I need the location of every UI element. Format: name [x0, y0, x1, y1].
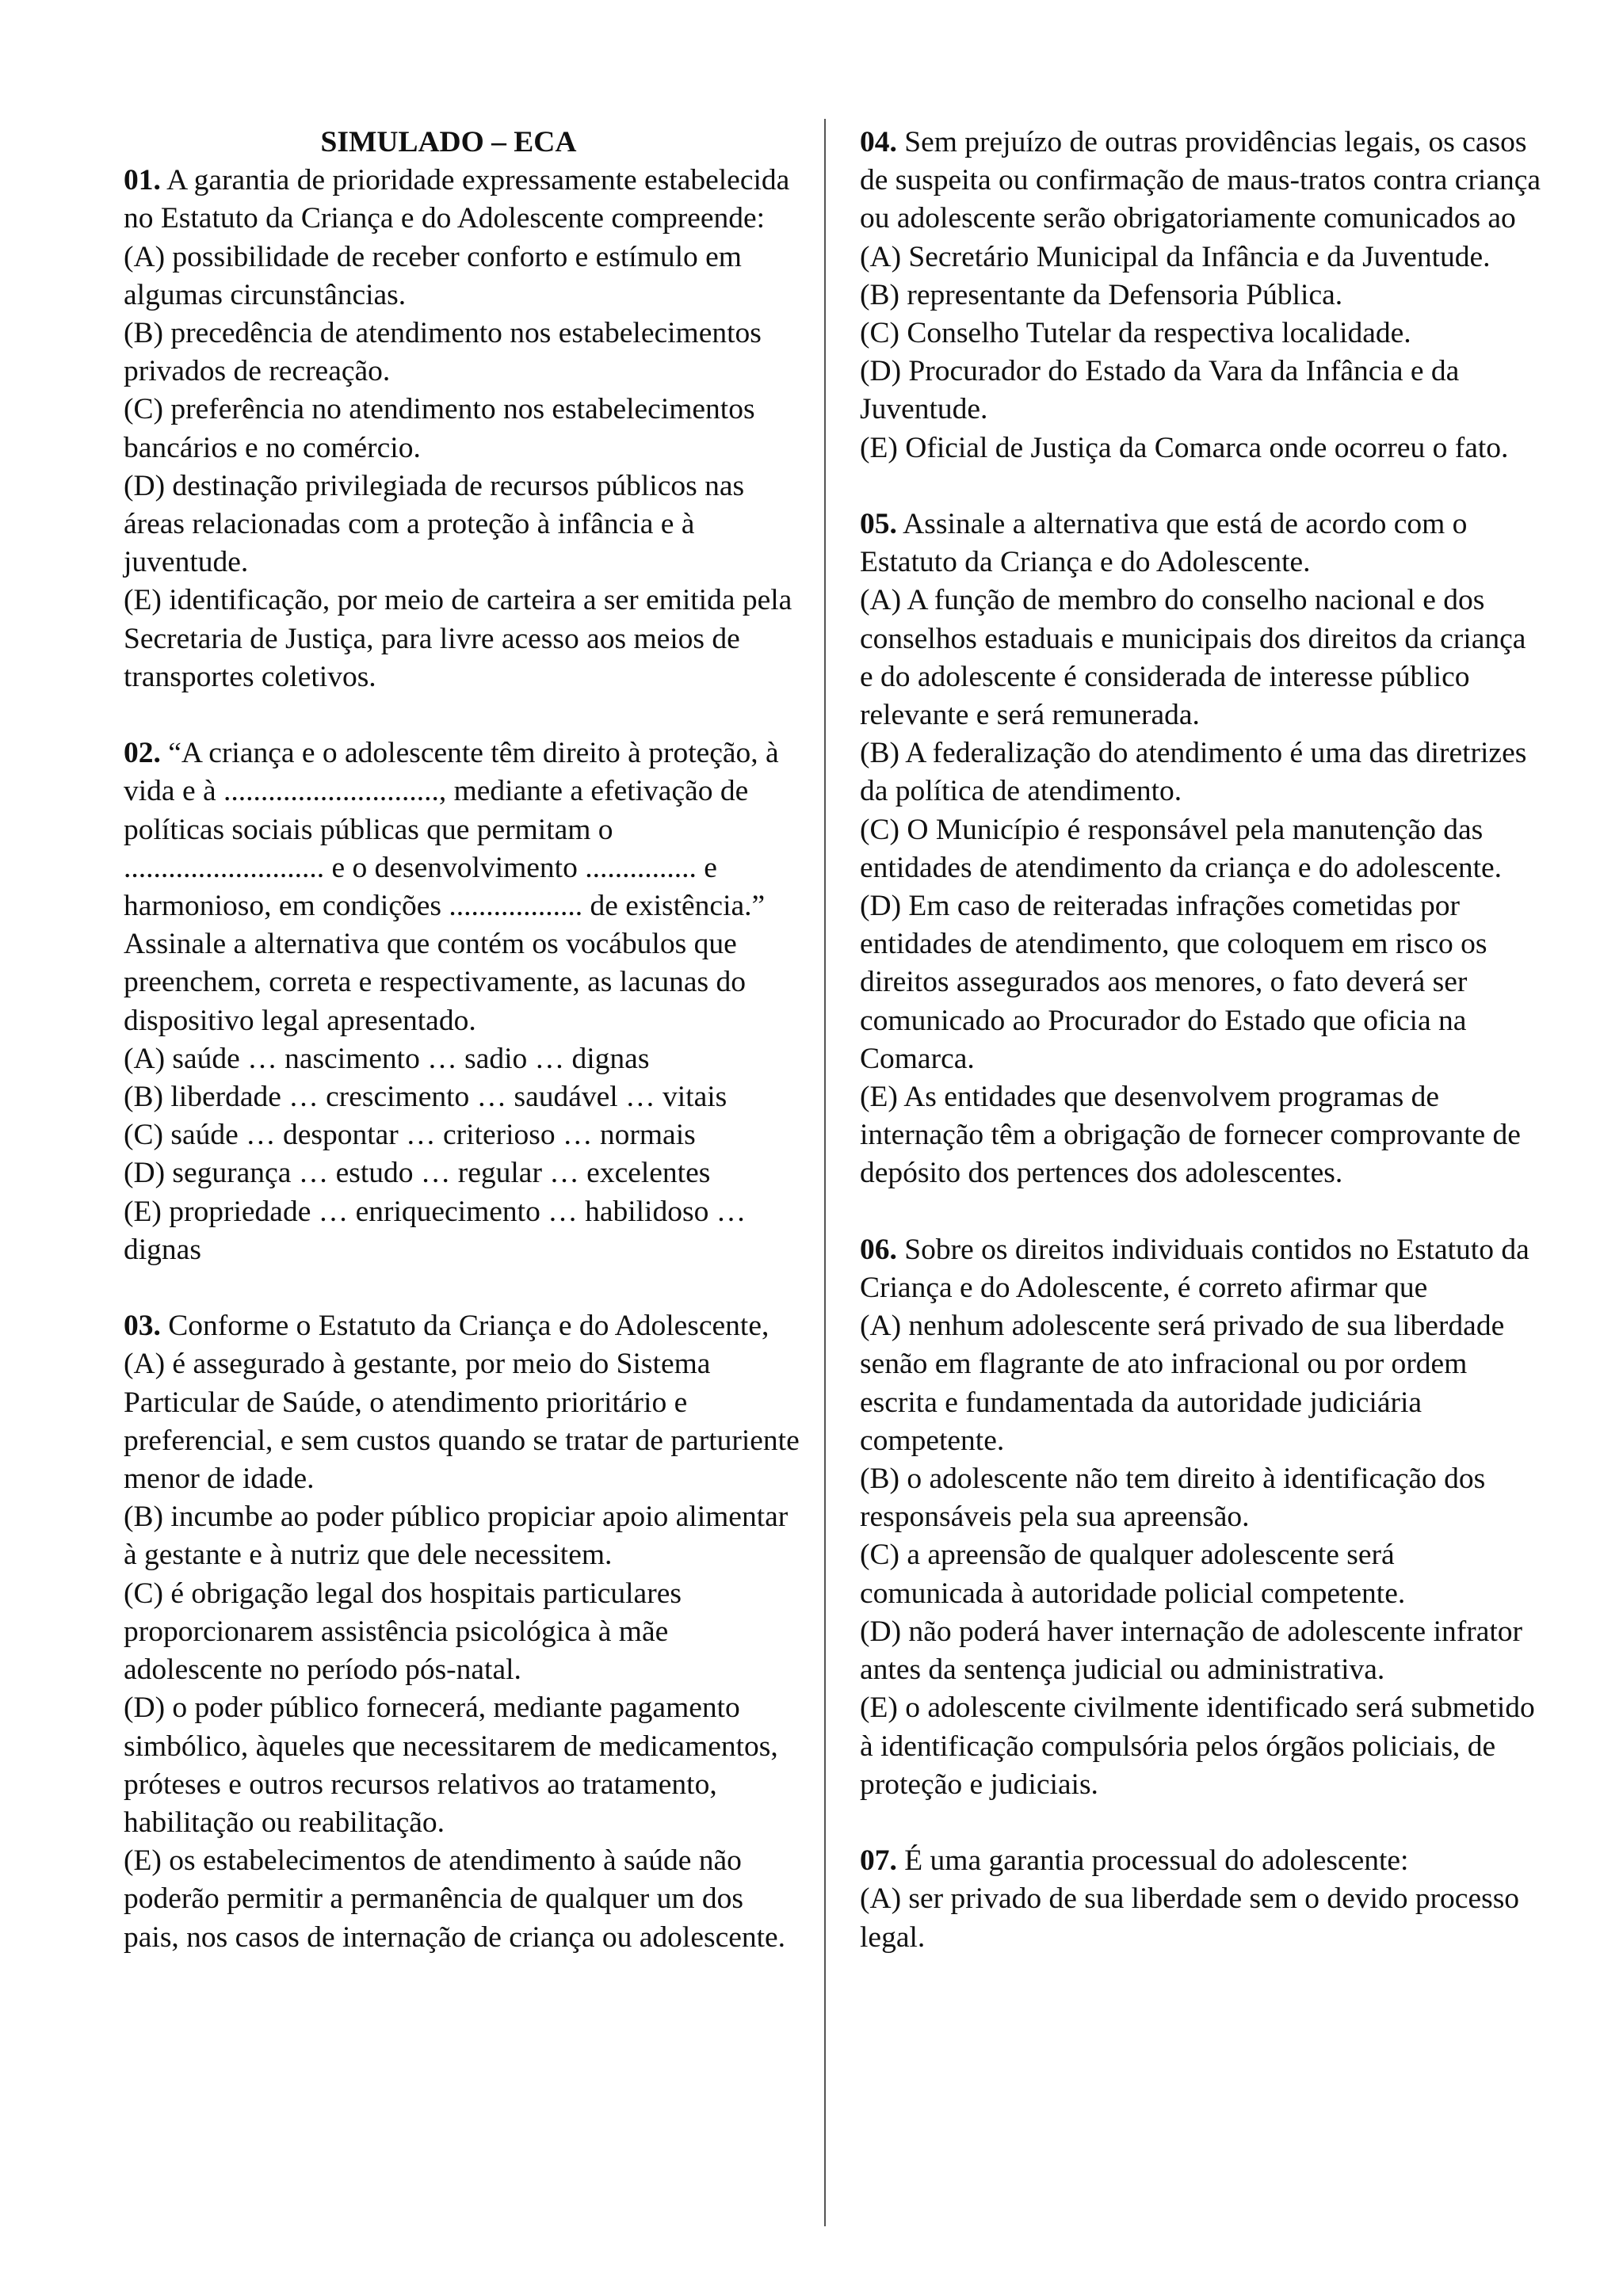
- question-01: [124, 162, 805, 696]
- question-number: 07.: [860, 1844, 897, 1878]
- option-b: (B) A federalização do atendimento é uma das diretrizes da política de atendimento.: [860, 737, 1527, 808]
- question-02: [124, 734, 805, 1269]
- question-text: “A criança e o adolescente têm direito à proteção, à vida e à ............................., mediante a efetivação de políticas sociais públicas que permitam o ........................... e o desenvolvimento ............... e harmonioso, em condições .................. de existência.”: [124, 737, 779, 923]
- option-a: (A) possibilidade de receber conforto e estímulo em algumas circunstâncias.: [124, 240, 742, 311]
- option-c: (C) Conselho Tutelar da respectiva localidade.: [860, 317, 1411, 350]
- question-number: 03.: [124, 1310, 161, 1343]
- question-text: É uma garantia processual do adolescente:: [896, 1844, 1409, 1878]
- document-title: SIMULADO – ECA: [320, 126, 577, 158]
- option-c: (C) é obrigação legal dos hospitais particulares proporcionarem assistência psicológica à mãe adolescente no período pós-natal.: [124, 1577, 682, 1687]
- question-stem: [124, 734, 805, 925]
- question-04: [860, 124, 1541, 467]
- question-number: 05.: [860, 508, 897, 541]
- option-d: (D) Em caso de reiteradas infrações cometidas por entidades de atendimento, que coloquem em risco os direitos assegurados aos menores, o fato deverá ser comunicado ao Procurador do Estado que oficia na Comarca.: [860, 890, 1487, 1075]
- option-b: (B) incumbe ao poder público propiciar apoio alimentar à gestante e à nutriz que dele necessitem.: [124, 1501, 789, 1572]
- question-07: [860, 1842, 1541, 1957]
- question-06: [860, 1231, 1541, 1804]
- question-text: Sobre os direitos individuais contidos no Estatuto da Criança e do Adolescente, é correto afirmar que: [860, 1233, 1529, 1305]
- question-03: [124, 1307, 805, 1956]
- option-b: (B) representante da Defensoria Pública.: [860, 278, 1343, 311]
- option-c: (C) saúde … despontar … criterioso … normais: [124, 1119, 696, 1152]
- option-e: (E) As entidades que desenvolvem programas de internação têm a obrigação de fornecer comprovante de depósito dos pertences dos adolescentes.: [860, 1081, 1521, 1190]
- question-stem: [124, 162, 805, 238]
- question-stem: [124, 1307, 805, 1345]
- question-number: 06.: [860, 1233, 897, 1266]
- column-divider: [824, 119, 826, 2226]
- option-e: (E) propriedade … enriquecimento … habilidoso … dignas: [124, 1195, 747, 1266]
- option-e: (E) identificação, por meio de carteira a ser emitida pela Secretaria de Justiça, para livre acesso aos meios de transportes coletivos.: [124, 584, 792, 693]
- option-a: (A) nenhum adolescente será privado de sua liberdade senão em flagrante de ato infracional ou por ordem escrita e fundamentada da autoridade judiciária competente.: [860, 1310, 1505, 1457]
- question-05: [860, 505, 1541, 1193]
- option-d: (D) segurança … estudo … regular … excelentes: [124, 1157, 711, 1190]
- option-e: (E) Oficial de Justiça da Comarca onde ocorreu o fato.: [860, 431, 1509, 464]
- question-text: Conforme o Estatuto da Criança e do Adolescente,: [160, 1310, 769, 1343]
- question-instruction: Assinale a alternativa que contém os vocábulos que preenchem, correta e respectivamente, as lacunas do dispositivo legal apresentado.: [124, 928, 747, 1037]
- option-a: (A) Secretário Municipal da Infância e da Juventude.: [860, 240, 1491, 273]
- option-a: (A) A função de membro do conselho nacional e dos conselhos estaduais e municipais dos direitos da criança e do adolescente é considerada de interesse público relevante e será remunerada.: [860, 584, 1526, 732]
- question-number: 02.: [124, 737, 161, 770]
- option-d: (D) destinação privilegiada de recursos públicos nas áreas relacionadas com a proteção à infância e à juventude.: [124, 469, 745, 579]
- question-number: 04.: [860, 126, 897, 158]
- right-column: [860, 124, 1541, 1995]
- left-column: [124, 124, 805, 1995]
- option-a: (A) é assegurado à gestante, por meio do Sistema Particular de Saúde, o atendimento prioritário e preferencial, e sem custos quando se tratar de parturiente menor de idade.: [124, 1348, 800, 1496]
- option-e: (E) os estabelecimentos de atendimento à saúde não poderão permitir a permanência de qualquer um dos pais, nos casos de internação de criança ou adolescente.: [124, 1844, 786, 1954]
- question-stem: [860, 1842, 1541, 1880]
- option-d: (D) o poder público fornecerá, mediante pagamento simbólico, àqueles que necessitarem de medicamentos, próteses e outros recursos relativos ao tratamento, habilitação ou reabilitação.: [124, 1691, 778, 1839]
- question-stem: [860, 1231, 1541, 1307]
- option-d: (D) não poderá haver internação de adolescente infrator antes da sentença judicial ou administrativa.: [860, 1615, 1523, 1687]
- question-stem: [860, 505, 1541, 582]
- option-b: (B) o adolescente não tem direito à identificação dos responsáveis pela sua apreensão.: [860, 1463, 1486, 1534]
- question-text: A garantia de prioridade expressamente estabelecida no Estatuto da Criança e do Adolescente compreende:: [124, 164, 790, 235]
- question-text: Sem prejuízo de outras providências legais, os casos de suspeita ou confirmação de maus-tratos contra criança ou adolescente serão obrigatoriamente comunicados ao: [860, 126, 1541, 235]
- option-b: (B) liberdade … crescimento … saudável … vitais: [124, 1081, 727, 1114]
- option-d: (D) Procurador do Estado da Vara da Infância e da Juventude.: [860, 355, 1460, 426]
- question-number: 01.: [124, 164, 161, 197]
- option-c: (C) O Município é responsável pela manutenção das entidades de atendimento da criança e do adolescente.: [860, 813, 1503, 884]
- option-a: (A) ser privado de sua liberdade sem o devido processo legal.: [860, 1882, 1520, 1954]
- question-stem: [860, 124, 1541, 238]
- option-b: (B) precedência de atendimento nos estabelecimentos privados de recreação.: [124, 317, 762, 388]
- question-text: Assinale a alternativa que está de acordo com o Estatuto da Criança e do Adolescente.: [860, 508, 1468, 579]
- option-a: (A) saúde … nascimento … sadio … dignas: [124, 1042, 650, 1075]
- option-c: (C) a apreensão de qualquer adolescente será comunicada à autoridade policial competente.: [860, 1539, 1406, 1610]
- option-e: (E) o adolescente civilmente identificado será submetido à identificação compulsória pelos órgãos policiais, de proteção e judiciais.: [860, 1691, 1535, 1801]
- option-c: (C) preferência no atendimento nos estabelecimentos bancários e no comércio.: [124, 393, 755, 464]
